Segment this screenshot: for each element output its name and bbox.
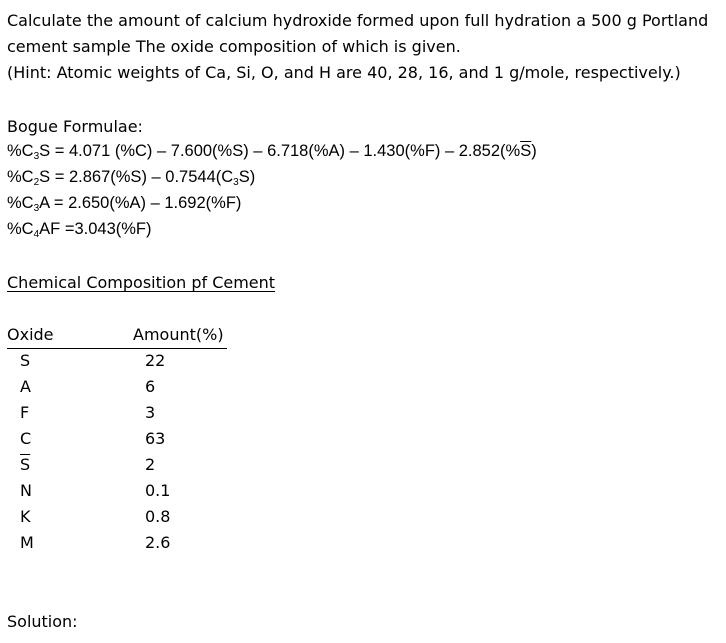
solution-label: Solution:	[7, 612, 78, 631]
oxide-cell: M	[20, 533, 34, 552]
table-row	[7, 454, 227, 480]
amount-cell: 6	[145, 377, 156, 396]
amount-cell: 3	[145, 403, 156, 422]
formula-symbol: %C	[7, 220, 34, 238]
formula-subscript: 4	[33, 229, 40, 240]
amount-cell: 22	[145, 351, 166, 370]
problem-line-2: cement sample The oxide composition of which is given.	[7, 37, 461, 56]
table-row	[7, 350, 227, 376]
formula-symbol: %C	[7, 194, 34, 212]
oxide-cell: F	[20, 403, 30, 422]
composition-heading: Chemical Composition pf Cement	[7, 273, 276, 292]
table-row	[7, 428, 227, 454]
formula-symbol: A	[39, 194, 50, 212]
amount-cell: 0.1	[145, 481, 171, 500]
oxide-cell: S	[20, 351, 31, 370]
formula-expression: = 2.867(%S) – 0.7544(C	[50, 168, 234, 186]
oxide-cell: $\overline{S}$	[20, 455, 31, 474]
amount-cell: 0.8	[145, 507, 171, 526]
table-row	[7, 532, 227, 558]
composition-table-header	[7, 324, 227, 349]
formula-expression: S)	[238, 168, 256, 186]
formula-subscript: 2	[33, 177, 40, 188]
table-row	[7, 402, 227, 428]
bogue-formula-c3s	[7, 140, 537, 162]
amount-cell: 63	[145, 429, 166, 448]
bogue-formula-c3a	[7, 192, 241, 214]
formula-subscript: 3	[233, 177, 239, 188]
oxide-cell: K	[20, 507, 31, 526]
amount-cell: 2	[145, 455, 156, 474]
table-row	[7, 376, 227, 402]
table-row	[7, 480, 227, 506]
formula-expression: )	[531, 142, 537, 160]
formula-symbol: S	[39, 168, 51, 186]
formula-expression: =3.043(%F)	[60, 220, 152, 238]
oxide-cell: C	[20, 429, 32, 448]
formula-symbol: AF	[39, 220, 61, 238]
problem-hint: (Hint: Atomic weights of Ca, Si, O, and H are 40, 28, 16, and 1 g/mole, respectively.)	[7, 63, 681, 82]
oxide-cell: A	[20, 377, 31, 396]
bogue-formula-c2s	[7, 166, 255, 188]
formula-symbol: S	[39, 142, 51, 160]
formula-subscript: 3	[33, 203, 40, 214]
bogue-heading: Bogue Formulae:	[7, 117, 143, 136]
formula-expression: = 4.071 (%C) – 7.600(%S) – 6.718(%A) – 1.430(%F) – 2.852(%	[50, 142, 521, 160]
bogue-formula-c4af	[7, 218, 152, 240]
formula-expression: = 2.650(%A) – 1.692(%F)	[49, 194, 242, 212]
table-row	[7, 506, 227, 532]
formula-symbol: %C	[7, 142, 34, 160]
formula-subscript: 3	[33, 151, 40, 162]
formula-overbar-symbol: $\overline{S}$	[520, 142, 532, 160]
problem-line-1: Calculate the amount of calcium hydroxide formed upon full hydration a 500 g Portland	[7, 11, 709, 30]
formula-symbol: %C	[7, 168, 34, 186]
column-header-amount: Amount(%)	[133, 325, 224, 344]
column-header-oxide: Oxide	[7, 325, 54, 344]
amount-cell: 2.6	[145, 533, 171, 552]
oxide-cell: N	[20, 481, 32, 500]
